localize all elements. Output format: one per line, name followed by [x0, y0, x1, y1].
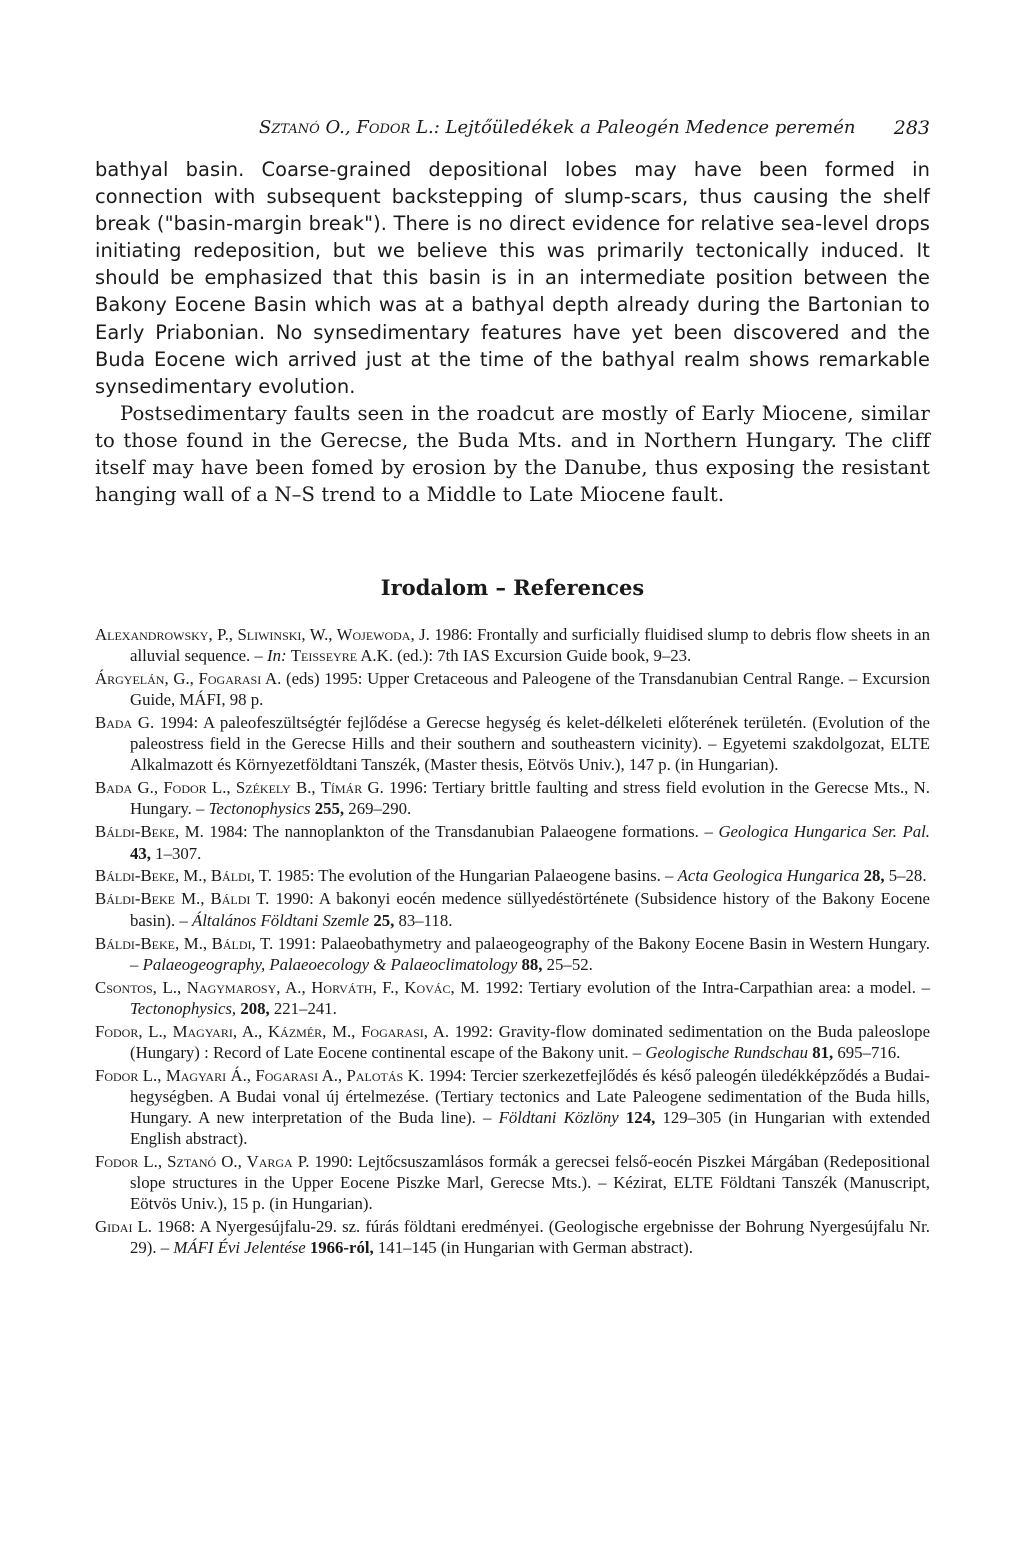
reference-entry: [95, 668, 930, 710]
reference-volume: 28,: [859, 866, 885, 886]
reference-entry: [95, 712, 930, 775]
reference-entry: [95, 888, 930, 930]
reference-journal: Földtani Közlöny: [498, 1107, 619, 1127]
reference-text: 129–305 (in Hungarian with extended English abstract).: [130, 1107, 930, 1149]
reference-text: 1992: Tertiary evolution of the Intra-Carpathian area: a model. –: [479, 977, 930, 997]
reference-text: 1996: Tertiary brittle faulting and stress field evolution in the Gerecse Mts., N. Hungary. –: [130, 778, 930, 819]
reference-text: 1990: Lejtőcsuszamlásos formák a gerecsei felső-eocén Piszkei Márgában (Redepositional slope structures in the Upper Eocene Piszke Marl, Gerecse Mts.). – Kézirat, ELTE Földtani Tanszék (Manuscript, Eötvös Univ.), 15 p. (in Hungarian).: [130, 1152, 930, 1214]
header-title: Lejtőüledékek a Paleogén Medence peremén: [445, 117, 856, 138]
reference-journal: Általános Földtani Szemle: [192, 910, 370, 930]
reference-authors: Báldi-Beke, M., Báldi, T.: [95, 866, 272, 886]
reference-volume: 25,: [369, 910, 395, 930]
body-text: [95, 156, 930, 509]
reference-text: 25–52.: [542, 954, 593, 974]
reference-list: [95, 624, 930, 1260]
reference-entry: [95, 821, 930, 863]
reference-text: A. (eds) 1995: Upper Cretaceous and Paleogene of the Transdanubian Central Range. – Excursion Guide, MÁFI, 98 p.: [130, 669, 930, 710]
reference-volume: 208,: [236, 998, 270, 1018]
reference-journal: Geologische Rundschau: [645, 1042, 809, 1062]
running-header: [95, 117, 930, 147]
reference-volume: 1966-ról,: [305, 1238, 374, 1258]
reference-text: 221–241.: [269, 998, 337, 1018]
reference-text: 269–290.: [344, 799, 412, 819]
reference-journal: Palaeogeography, Palaeoecology & Palaeoclimatology: [142, 954, 518, 974]
reference-authors: Árgyelán, G., Fogarasi: [95, 669, 262, 689]
reference-journal: Geologica Hungarica Ser. Pal.: [718, 822, 931, 842]
reference-journal: Acta Geologica Hungarica: [677, 866, 860, 886]
reference-text: 1984: The nannoplankton of the Transdanubian Palaeogene formations. –: [203, 822, 719, 842]
reference-authors: Gidai L.: [95, 1217, 152, 1237]
reference-volume: 88,: [517, 954, 543, 974]
reference-entry: [95, 1151, 930, 1214]
reference-entry: [95, 1065, 930, 1149]
reference-journal: MÁFI Évi Jelentése: [173, 1238, 306, 1258]
reference-entry: [95, 1216, 930, 1258]
reference-entry: [95, 933, 930, 975]
reference-volume: 43,: [130, 843, 151, 863]
reference-authors: Teisseyre: [290, 646, 358, 666]
reference-text: 141–145 (in Hungarian with German abstract).: [373, 1238, 693, 1258]
reference-text: 1992: Gravity-flow dominated sedimentation on the Buda paleoslope (Hungary) : Record of Late Eocene continental escape of the Bakony unit. –: [130, 1021, 931, 1062]
running-title: [259, 117, 855, 138]
reference-text: 1985: The evolution of the Hungarian Palaeogene basins. –: [272, 866, 678, 886]
reference-authors: Fodor L., Sztanó O., Varga P.: [95, 1152, 310, 1172]
reference-authors: Báldi-Beke, M.: [95, 822, 204, 842]
reference-text: 1968: A Nyergesújfalu-29. sz. fúrás földtani eredményei. (Geologische ergebnisse der Bohrung Nyergesújfalu Nr. 29). –: [130, 1217, 930, 1258]
reference-journal: Tectonophysics,: [130, 998, 237, 1018]
reference-authors: Bada: [95, 713, 133, 733]
reference-italic: In:: [267, 646, 287, 666]
reference-text: A.K. (ed.): 7th IAS Excursion Guide book, 9–23.: [357, 646, 692, 666]
reference-text: 1991: Palaeobathymetry and palaeogeography of the Bakony Eocene Basin in Western Hungary. –: [130, 933, 930, 974]
references-heading: Irodalom – References: [380, 575, 645, 600]
reference-authors: Fodor, L., Magyari, A., Kázmér, M., Fogarasi, A.: [95, 1021, 450, 1041]
page-number: 283: [893, 117, 930, 139]
paragraph: bathyal basin. Coarse-grained depositional lobes may have been formed in connection with subsequent backstepping of slump-scars, thus causing the shelf break ("basin-margin break"). There is no direct evidence for relative sea-level drops initiating redeposition, but we believe this was primarily tectonically induced. It should be emphasized that this basin is in an intermediate position between the Bakony Eocene Basin which was at a bathyal depth already during the Bartonian to Early Priabonian. No synsedimentary features have yet been discovered and the Buda Eocene wich arrived just at the time of the bathyal realm shows remarkable synsedimentary evolution.: [95, 158, 930, 398]
reference-authors: Báldi-Beke M., Báldi T.: [95, 889, 270, 909]
reference-text: 83–118.: [394, 910, 453, 930]
reference-journal: Tectonophysics: [208, 799, 311, 819]
header-authors: Sztanó O., Fodor L.:: [259, 117, 440, 138]
reference-entry: [95, 624, 930, 666]
reference-entry: [95, 777, 930, 819]
reference-authors: Alexandrowsky, P., Sliwinski, W., Wojewoda, J.: [95, 625, 430, 644]
reference-text: G. 1994: A paleofeszültségtér fejlődése a Gerecse hegység és kelet-délkeleti előterének területén. (Evolution of the paleostress field in the Gerecse Hills and their southern and southeastern vicinity). – Egyetemi szakdolgozat, ELTE Alkalmazott és Környezetföldtani Tanszék, (Master thesis, Eötvös Univ.), 147 p. (in Hungarian).: [130, 713, 930, 775]
reference-entry: [95, 1021, 930, 1063]
reference-authors: Fodor L., Magyari Á., Fogarasi A., Palotás K.: [95, 1065, 424, 1085]
paragraph: Postsedimentary faults seen in the roadcut are mostly of Early Miocene, similar to those found in the Gerecse, the Buda Mts. and in Northern Hungary. The cliff itself may have been fomed by erosion by the Danube, thus exposing the resistant hanging wall of a N–S trend to a Middle to Late Miocene fault.: [95, 401, 930, 507]
reference-entry: [95, 977, 930, 1019]
reference-authors: Csontos, L., Nagymarosy, A., Horváth, F., Kovác, M.: [95, 977, 480, 997]
reference-volume: 81,: [808, 1042, 834, 1062]
reference-authors: Bada G., Fodor L., Székely B., Tímár G.: [95, 778, 384, 798]
reference-entry: [95, 865, 930, 886]
reference-authors: Báldi-Beke, M., Báldi, T.: [95, 933, 274, 953]
reference-text: 5–28.: [884, 866, 927, 886]
reference-volume: 124,: [618, 1107, 656, 1127]
reference-text: 1986: Frontally and surficially fluidised slump to debris flow sheets in an alluvial sequence. –: [130, 625, 931, 666]
reference-text: 1–307.: [150, 843, 202, 863]
reference-text: 695–716.: [833, 1042, 901, 1062]
reference-text: 1990: A bakonyi eocén medence süllyedéstörténete (Subsidence history of the Bakony Eocene basin). –: [130, 889, 930, 930]
reference-volume: 255,: [310, 799, 345, 819]
reference-text: 1994: Tercier szerkezetfejlődés és késő paleogén üledékképződés a Budai-hegységben. A Budai vonal új értelmezése. (Tertiary tectonics and Late Paleogene sedimentation of the Buda hills, Hungary. A new interpretation of the Buda line). –: [130, 1065, 931, 1127]
